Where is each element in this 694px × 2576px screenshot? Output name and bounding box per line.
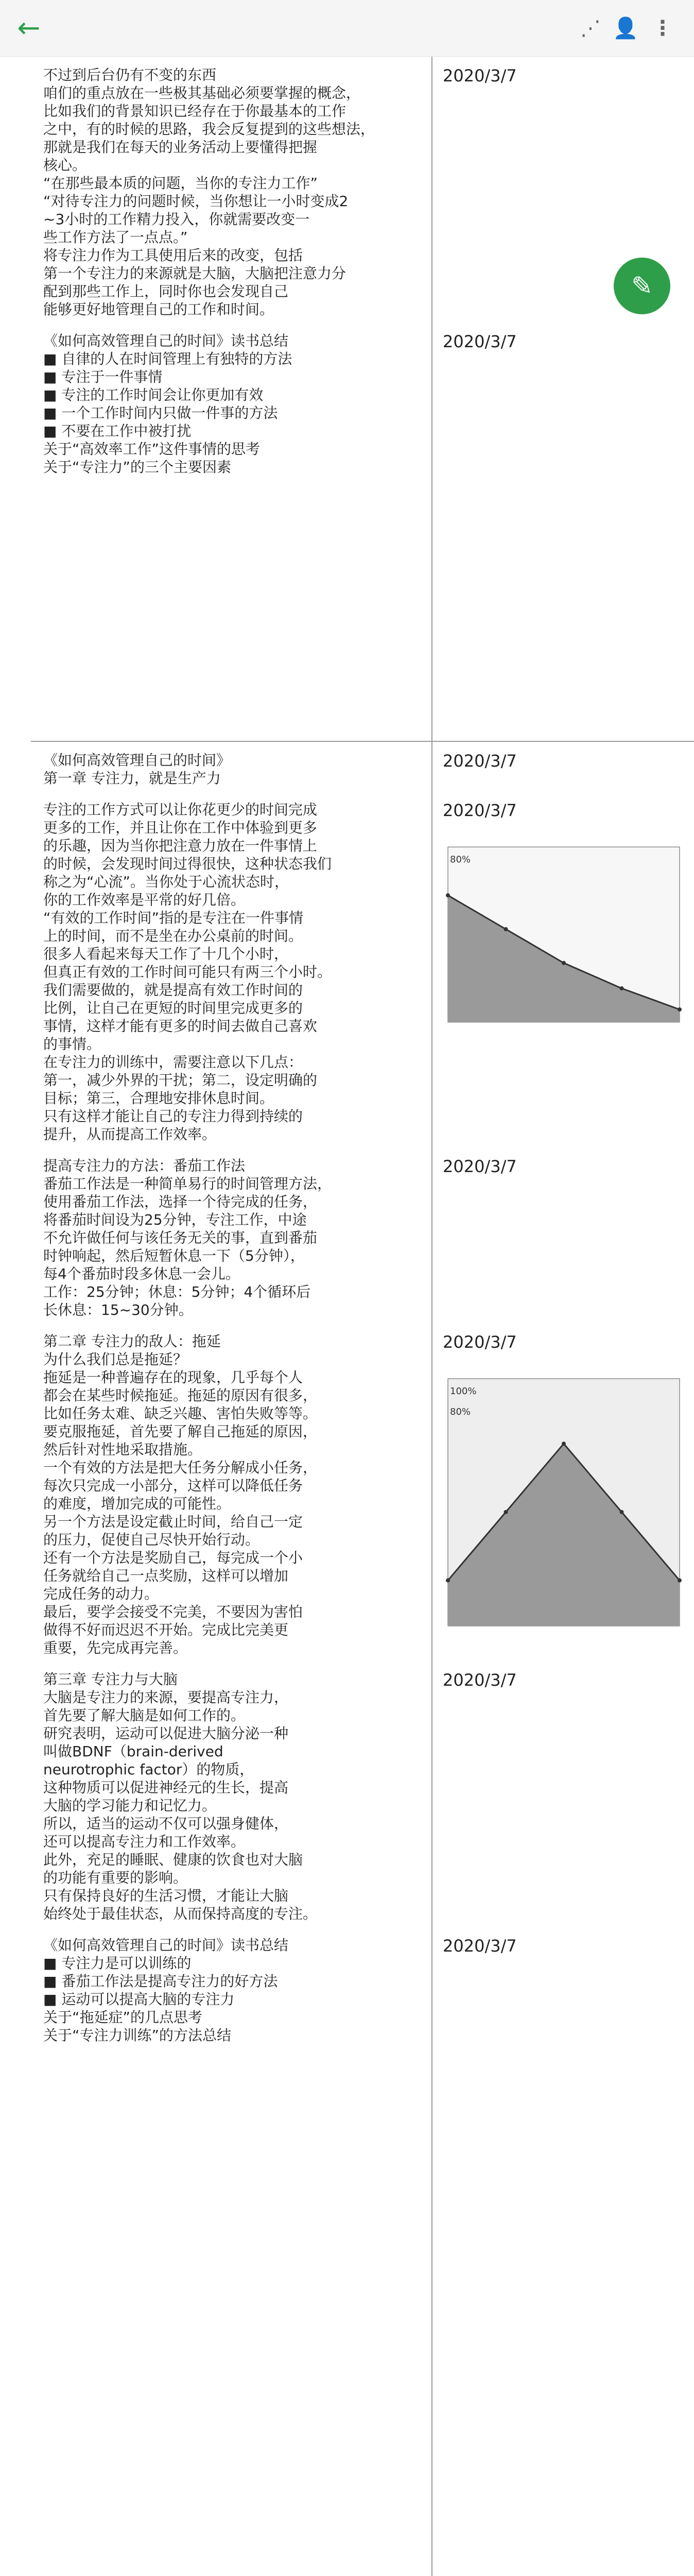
note-line: 《如何高效管理自己的时间》读书总结 [43,332,289,349]
note-line: 目标；第三，合理地安排休息时间。 [43,1090,274,1107]
note-line: 能够更好地管理自己的工作和时间。 [43,301,274,318]
note-line: 将专注力作为工具使用后来的改变，包括 [43,247,303,264]
note-block [43,1332,420,1657]
note-date: 2020/3/7 [443,1157,517,1176]
chart-point [504,927,508,931]
note-line: 第一个专注力的来源就是大脑，大脑把注意力分 [43,265,346,282]
note-line: 关于“拖延症”的几点思考 [43,2009,203,2026]
note-line: 做得不好而迟迟不开始。完成比完美更 [43,1621,289,1638]
note-line: 研究表明，运动可以促进大脑分泌一种 [43,1725,289,1742]
note-line: 的功能有重要的影响。 [43,1869,188,1886]
chart-point [620,1510,624,1514]
note-line: 的难度，增加完成的可能性。 [43,1495,231,1512]
note-line: ■ 番茄工作法是提高专注力的好方法 [43,1973,278,1990]
note-line: 还有一个方法是奖励自己，每完成一个小 [43,1549,303,1566]
note-line: ■ 专注的工作时间会让你更加有效 [43,386,264,403]
note-line: 的事情。 [43,1036,101,1053]
note-line: 第二章 专注力的敌人：拖延 [43,1333,221,1350]
note-line: 完成任务的动力。 [43,1585,159,1602]
note-line: 提高专注力的方法：番茄工作法 [43,1157,246,1174]
note-line: 重要，先完成再完善。 [43,1639,188,1656]
note-line: ~3小时的工作精力投入，你就需要改变一 [43,211,310,228]
note-line: 第一章 专注力，就是生产力 [43,770,221,787]
note-line: 上的时间，而不是坐在办公桌前的时间。 [43,927,303,944]
note-line: 一个有效的方法是把大任务分解成小任务， [43,1459,318,1476]
note-block [43,66,420,318]
note-line: 然后针对性地采取措施。 [43,1441,202,1458]
note-line: 比例，让自己在更短的时间里完成更多的 [43,999,303,1016]
table-row [31,742,694,2576]
note-date: 2020/3/7 [443,1332,517,1352]
figure-chart [438,832,690,1048]
chart-label: 80% [450,854,471,865]
note-line: 这种物质可以促进神经元的生长，提高 [43,1779,289,1796]
note-line: 比如任务太难、缺乏兴趣、害怕失败等等。 [43,1405,318,1422]
note-line: 第三章 专注力与大脑 [43,1671,178,1688]
note-line: 的压力，促使自己尽快开始行动。 [43,1531,260,1548]
note-line: 使用番茄工作法，选择一个待完成的任务， [43,1193,318,1210]
note-line: ■ 专注力是可以训练的 [43,1955,192,1972]
date-cell [432,57,694,741]
note-cell [31,57,432,741]
note-date: 2020/3/7 [443,801,517,820]
note-line: 关于“高效率工作”这件事情的思考 [43,440,261,457]
table-row [31,57,694,742]
note-line: 咱们的重点放在一些极其基础必须要掌握的概念， [43,84,361,101]
note-date: 2020/3/7 [443,66,517,86]
chart-label: 80% [450,1406,471,1417]
note-line: ■ 运动可以提高大脑的专注力 [43,1991,235,2008]
note-line: 时钟响起，然后短暂休息一下（5分钟）， [43,1247,305,1264]
note-date: 2020/3/7 [443,1670,517,1690]
note-line: 最后，要学会接受不完美，不要因为害怕 [43,1603,303,1620]
note-line: 只有这样才能让自己的专注力得到持续的 [43,1108,303,1125]
note-line: 关于“专注力”的三个主要因素 [43,459,232,476]
note-line: 每次只完成一小部分，这样可以降低任务 [43,1477,303,1494]
note-block [43,801,420,1143]
note-date: 2020/3/7 [443,751,517,771]
note-line: 关于“专注力训练”的方法总结 [43,2027,232,2044]
note-line: 叫做BDNF（brain-derived [43,1743,223,1760]
note-line: 比如我们的背景知识已经存在于你最基本的工作 [43,103,346,120]
note-line: 另一个方法是设定截止时间，给自己一定 [43,1513,303,1530]
note-line: 《如何高效管理自己的时间》 [43,752,231,769]
note-line: 称之为“心流”。当你处于心流状态时， [43,873,289,890]
note-line: 你的工作效率是平常的好几倍。 [43,891,246,908]
note-block [43,1157,420,1319]
note-line: 第一，减少外界的干扰；第二，设定明确的 [43,1072,318,1089]
note-line: 配到那些工作上，同时你也会发现自己 [43,283,289,300]
note-line: 长休息：15~30分钟。 [43,1301,193,1318]
chart-point [562,961,566,965]
note-line: ■ 专注于一件事情 [43,368,163,385]
note-line: 专注的工作方式可以让你花更少的时间完成 [43,801,318,818]
note-line: 核心。 [43,157,87,174]
note-block [43,1936,420,2044]
note-line: 始终处于最佳状态，从而保持高度的专注。 [43,1905,318,1922]
note-line: 很多人看起来每天工作了十几个小时， [43,945,289,962]
user-icon[interactable]: 👤 [613,16,638,40]
note-block [43,751,420,787]
note-line: 将番茄时间设为25分钟，专注工作，中途 [43,1211,307,1228]
figure-chart [438,1363,690,1652]
note-line: 不过到后台仍有不变的东西 [43,66,217,83]
note-line: ■ 不要在工作中被打扰 [43,422,192,439]
chart-label: 100% [450,1386,477,1397]
note-line: 的时候，会发现时间过得很快，这种状态我们 [43,855,332,872]
note-line: 拖延是一种普遍存在的现象，几乎每个人 [43,1369,303,1386]
note-line: “有效的工作时间”指的是专注在一件事情 [43,909,304,926]
note-line: 更多的工作，并且让你在工作中体验到更多 [43,819,318,836]
chart-point [562,1442,566,1446]
note-line: 提升，从而提高工作效率。 [43,1126,217,1143]
note-line: ■ 一个工作时间内只做一件事的方法 [43,404,278,421]
note-line: 首先要了解大脑是如何工作的。 [43,1707,246,1724]
note-line: 为什么我们总是拖延？ [43,1351,188,1368]
note-line: 大脑是专注力的来源，要提高专注力， [43,1689,289,1706]
chart-point [446,1579,450,1583]
note-line: 工作：25分钟；休息：5分钟；4个循环后 [43,1283,311,1300]
note-line: 大脑的学习能力和记忆力。 [43,1797,217,1814]
note-line: neurotrophic factor）的物质， [43,1761,254,1778]
chart-point [678,1007,682,1011]
note-line: 此外，充足的睡眠、健康的饮食也对大脑 [43,1851,303,1868]
note-line: 还可以提高专注力和工作效率。 [43,1833,246,1850]
note-line: 的乐趣，因为当你把注意力放在一件事情上 [43,837,318,854]
note-line: 每4个番茄时段多休息一会儿。 [43,1265,240,1282]
date-cell [432,742,694,2576]
note-line: 《如何高效管理自己的时间》读书总结 [43,1937,289,1954]
note-line: 那就是我们在每天的业务活动上要懂得把握 [43,139,318,156]
edit-fab-icon[interactable]: ✎ [614,258,670,314]
note-line: 任务就给自己一点奖励，这样可以增加 [43,1567,289,1584]
note-block [43,332,420,476]
note-line: ■ 自律的人在时间管理上有独特的方法 [43,350,292,367]
note-line: 要克服拖延，首先要了解自己拖延的原因， [43,1423,318,1440]
note-line: 都会在某些时候拖延。拖延的原因有很多， [43,1387,318,1404]
chart-point [620,986,624,990]
note-cell [31,742,432,2576]
chart-point [678,1579,682,1583]
note-line: 事情，这样才能有更多的时间去做自己喜欢 [43,1018,318,1035]
note-line: 在专注力的训练中，需要注意以下几点： [43,1054,303,1071]
note-line: 所以，适当的运动不仅可以强身健体， [43,1815,289,1832]
more-vertical-icon[interactable]: ⋮ [652,16,673,40]
note-line: “对待专注力的问题时候，当你想让一小时变成2 [43,193,349,210]
chart-point [504,1510,508,1514]
note-line: 不允许做任何与该任务无关的事，直到番茄 [43,1229,318,1246]
chart-point [446,893,450,897]
top-bar [0,0,694,57]
note-line: 只有保持良好的生活习惯，才能让大脑 [43,1887,289,1904]
note-line: “在那些最本质的问题，当你的专注力工作” [43,175,318,192]
share-icon[interactable]: ⋰ [580,16,601,40]
note-block [43,1670,420,1923]
note-line: 之中，有的时候的思路，我会反复提到的这些想法， [43,121,375,138]
note-line: 番茄工作法是一种简单易行的时间管理方法， [43,1175,332,1192]
note-line: 些工作方法了一点点。” [43,229,188,246]
note-line: 我们需要做的，就是提高有效工作时间的 [43,981,303,998]
arrow-left-icon[interactable]: ← [17,11,41,44]
note-date: 2020/3/7 [443,1936,517,1956]
note-date: 2020/3/7 [443,332,517,351]
note-line: 但真正有效的工作时间可能只有两三个小时。 [43,963,332,980]
